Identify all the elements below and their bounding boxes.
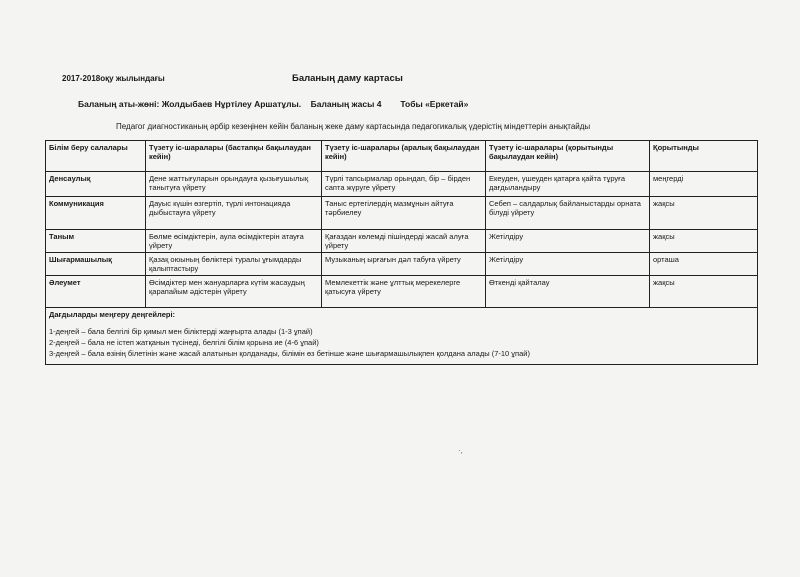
- cell-area: Денсаулық: [46, 172, 146, 197]
- academic-year: 2017-2018оқу жылындағы: [62, 74, 165, 83]
- cell-result: жақсы: [650, 276, 758, 308]
- col-header-intermediate: Түзету іс-шаралары (аралық бақылаудан кейін): [322, 141, 486, 172]
- cell-area: Коммуникация: [46, 197, 146, 230]
- cell-area: Таным: [46, 230, 146, 253]
- child-age: Баланың жасы 4: [310, 99, 382, 109]
- cell-area: Шығармашылық: [46, 253, 146, 276]
- child-group: Тобы «Еркетай»: [400, 99, 469, 109]
- cell-intermediate: Таныс ертегілердің мазмұнын айтуға тәрбиелеу: [322, 197, 486, 230]
- table-row: [46, 253, 758, 276]
- table-header-row: [46, 141, 758, 172]
- scan-speck-icon: ·,: [458, 446, 463, 455]
- col-header-initial: Түзету іс-шаралары (бастапқы бақылаудан кейін): [146, 141, 322, 172]
- levels-cell: [46, 308, 758, 365]
- cell-result: жақсы: [650, 197, 758, 230]
- cell-area: Әлеумет: [46, 276, 146, 308]
- col-header-result: Қорытынды: [650, 141, 758, 172]
- cell-intermediate: Музыканың ырғағын дәл табуға үйрету: [322, 253, 486, 276]
- development-table: [45, 140, 758, 365]
- cell-result: жақсы: [650, 230, 758, 253]
- level-3: 3-деңгей – бала өзінің білетінін және жасай алатынын қолданады, білімін өз бетінше және шығармашылықпен қолдана алады (7-10 ұпай): [49, 349, 530, 358]
- cell-initial: Дауыс күшін өзгертіп, түрлі интонацияда дыбыстауға үйрету: [146, 197, 322, 230]
- cell-result: меңгерді: [650, 172, 758, 197]
- cell-initial: Өсімдіктер мен жануарларға күтім жасаудың қарапайым әдістерін үйрету: [146, 276, 322, 308]
- table-row: [46, 276, 758, 308]
- intro-text: Педагог диагностиканың әрбір кезеңінен кейін баланың жеке даму картасында педагогикалық үдерістің міндеттерін анықтайды: [116, 122, 591, 131]
- table-row: [46, 230, 758, 253]
- level-2: 2-деңгей – бала не істеп жатқанын түсінеді, белгілі білім қорына ие (4-6 ұпай): [49, 338, 319, 347]
- cell-final: Екеуден, үшеуден қатарға қайта тұруға дағдыландыру: [486, 172, 650, 197]
- cell-result: орташа: [650, 253, 758, 276]
- levels-heading: Дағдыларды меңгеру деңгейлері:: [49, 310, 176, 319]
- cell-final: Өткенді қайталау: [486, 276, 650, 308]
- cell-intermediate: Мемлекеттік және ұлттық мерекелерге қатысуға үйрету: [322, 276, 486, 308]
- cell-initial: Қазақ оюының бөліктері туралы ұғымдарды қалыптастыру: [146, 253, 322, 276]
- page-title: Баланың даму картасы: [292, 73, 403, 84]
- cell-initial: Дене жаттығуларын орындауға қызығушылық танытуға үйрету: [146, 172, 322, 197]
- levels-row: [46, 308, 758, 365]
- col-header-area: Білім беру салалары: [46, 141, 146, 172]
- level-1: 1-деңгей – бала белгілі бір қимыл мен біліктерді жаңғырта алады (1-3 ұпай): [49, 327, 313, 336]
- cell-final: Жетілдіру: [486, 253, 650, 276]
- child-name: Баланың аты-жөні: Жолдыбаев Нұртілеу Аршатұлы.: [78, 99, 302, 109]
- cell-final: Жетілдіру: [486, 230, 650, 253]
- col-header-final: Түзету іс-шаралары (қорытынды бақылаудан кейін): [486, 141, 650, 172]
- child-info-line: [78, 99, 468, 109]
- table-row: [46, 172, 758, 197]
- cell-intermediate: Қағаздан көлемді пішіндерді жасай алуға үйрету: [322, 230, 486, 253]
- cell-final: Себеп – салдарлық байланыстарды орната білуді үйрету: [486, 197, 650, 230]
- cell-intermediate: Түрлі тапсырмалар орындап, бір – бірден сапта жүруге үйрету: [322, 172, 486, 197]
- table-row: [46, 197, 758, 230]
- cell-initial: Бөлме өсімдіктерін, аула өсімдіктерін атауға үйрету: [146, 230, 322, 253]
